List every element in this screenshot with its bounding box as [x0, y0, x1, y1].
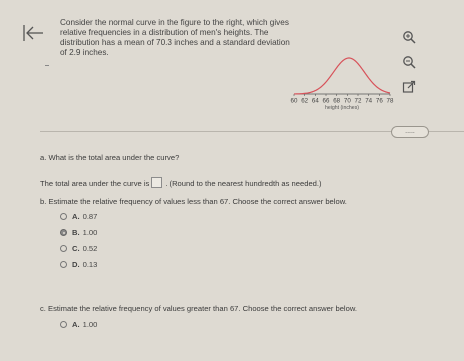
x-axis-label: height (inches) [324, 105, 360, 111]
radio-button[interactable] [60, 261, 67, 268]
option-value: 0.13 [82, 260, 98, 269]
collapse-dash [45, 65, 49, 66]
part-a-answer-line [40, 177, 322, 188]
radio-button[interactable] [60, 245, 67, 252]
question-intro: Consider the normal curve in the figure to the right, which gives relative frequencies in a distribution of men's heights. The distribution has a mean of 70.3 inches and a standard deviation of 2.9 inches. [60, 18, 290, 57]
option-letter: A. [72, 212, 80, 221]
x-tick-label: 78 [386, 97, 394, 105]
option-b-c[interactable] [60, 244, 97, 253]
option-letter: D. [72, 260, 80, 269]
radio-button[interactable] [60, 321, 67, 328]
back-arrow-icon[interactable] [22, 24, 44, 42]
normal-curve-line [294, 58, 390, 94]
normal-curve-chart [286, 56, 398, 126]
option-letter: B. [72, 228, 80, 237]
option-letter: A. [72, 320, 80, 329]
radio-button-selected[interactable] [60, 229, 67, 236]
answer-suffix: . (Round to the nearest hundredth as needed.) [165, 179, 322, 188]
option-value: 1.00 [82, 228, 98, 237]
answer-input[interactable] [151, 177, 162, 188]
option-value: 0.87 [82, 212, 98, 221]
x-tick-label: 68 [333, 97, 341, 105]
option-c-a[interactable] [60, 320, 97, 329]
x-tick-label: 76 [375, 97, 383, 105]
option-b-d[interactable] [60, 260, 97, 269]
figure-tools [402, 30, 418, 105]
zoom-out-icon[interactable] [402, 55, 416, 69]
zoom-in-icon[interactable] [402, 30, 416, 44]
x-tick-label: 70 [343, 97, 351, 105]
option-b-b[interactable] [60, 228, 97, 237]
more-button[interactable]: ..... [391, 126, 429, 138]
part-b-prompt: b. Estimate the relative frequency of values less than 67. Choose the correct answer below. [40, 197, 347, 206]
x-tick-label: 60 [290, 97, 298, 105]
part-c-prompt: c. Estimate the relative frequency of values greater than 67. Choose the correct answer below. [40, 304, 357, 313]
option-b-a[interactable] [60, 212, 97, 221]
option-value: 0.52 [82, 244, 98, 253]
x-tick-label: 64 [311, 97, 319, 105]
x-tick-label: 74 [365, 97, 373, 105]
answer-prefix: The total area under the curve is [40, 179, 150, 188]
x-tick-label: 66 [322, 97, 330, 105]
option-value: 1.00 [82, 320, 98, 329]
part-a-prompt: a. What is the total area under the curve? [40, 153, 180, 162]
popout-icon[interactable] [402, 80, 416, 94]
x-tick-label: 72 [354, 97, 362, 105]
option-letter: C. [72, 244, 80, 253]
x-tick-label: 62 [301, 97, 309, 105]
radio-button[interactable] [60, 213, 67, 220]
